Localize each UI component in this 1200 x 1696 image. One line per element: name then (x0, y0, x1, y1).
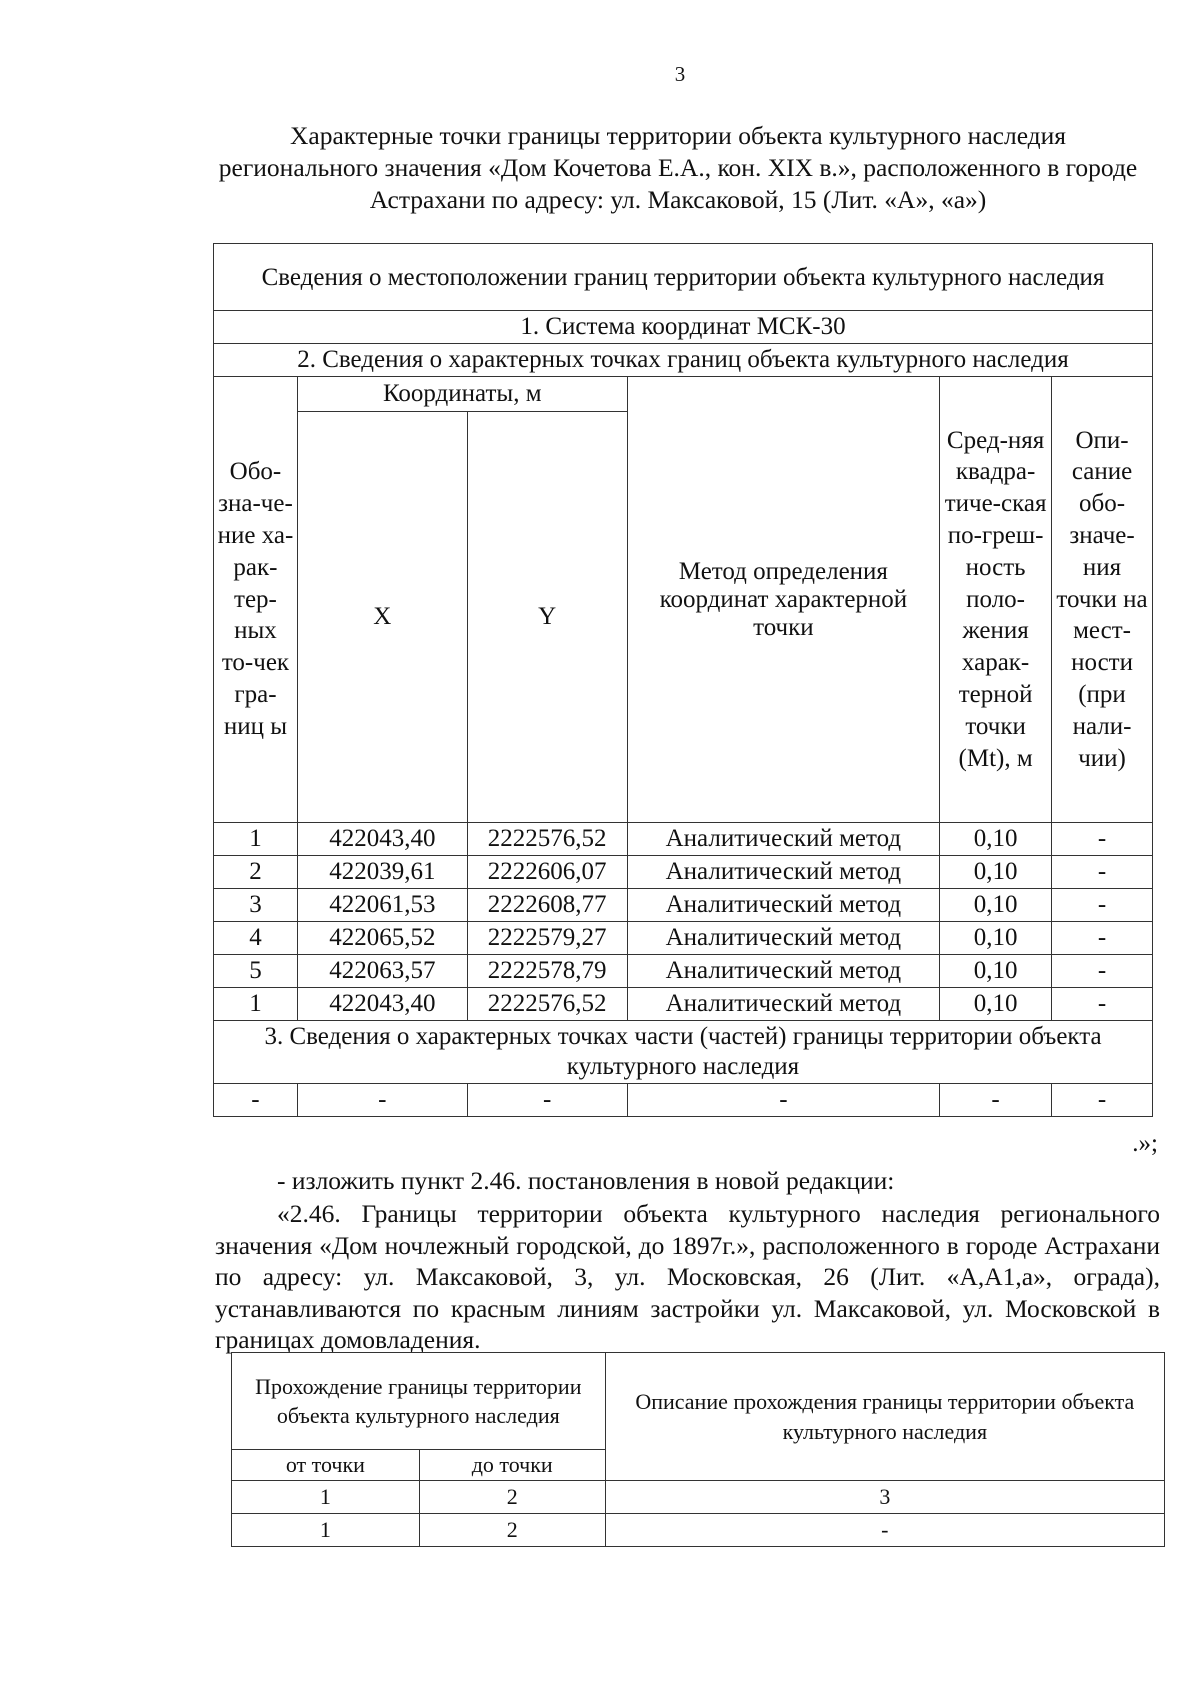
page-number: 3 (674, 62, 686, 86)
cell-desc: - (605, 1514, 1164, 1547)
paragraph-2-46: «2.46. Границы территории объекта культурного наследия регионального значения «Дом ночлежный городской, до 1897г.», расположенного в городе Астрахани по адресу: ул. Максаковой, 3, ул. Московская, 26 (Лит. «А,А1,а», ограда), устанавливаются по красным линиям застройки ул. Максаковой, ул. Московской в границах домовладения. (215, 1199, 1160, 1354)
cell-point: 3 (214, 889, 298, 922)
cell-desc: - (1052, 856, 1153, 889)
cell-desc: - (1052, 955, 1153, 988)
cell-method: Аналитический метод (627, 823, 940, 856)
table-row (214, 1084, 1153, 1117)
header-to-point: до точки (419, 1450, 605, 1481)
header-x: X (297, 412, 467, 823)
coordinate-system-row: 1. Система координат МСК-30 (214, 311, 1153, 344)
cell-method: Аналитический метод (627, 955, 940, 988)
cell-y: 2222578,79 (467, 955, 627, 988)
header-coordinates: Координаты, м (297, 377, 627, 412)
header-description: Опи-сание обо-значе-ния точки на мест-ности (при нали-чии) (1052, 377, 1153, 823)
cell-x: 422043,40 (297, 823, 467, 856)
cell-mt: 0,10 (940, 889, 1052, 922)
boundary-passage-table (231, 1352, 1165, 1547)
cell-to: 2 (419, 1514, 605, 1547)
header-passage-description: Описание прохождения границы территории объекта культурного наследия (605, 1353, 1164, 1481)
cell-desc: - (1052, 823, 1153, 856)
cell-to: 2 (419, 1481, 605, 1514)
cell-empty: - (940, 1084, 1052, 1117)
cell-from: 1 (232, 1481, 420, 1514)
header-designation: Обо-зна-че-ние ха-рак-тер-ных то-чек гра-ниц ы (214, 377, 298, 823)
table-row (214, 988, 1153, 1021)
section3-heading: 3. Сведения о характерных точках части (частей) границы территории объекта культурного наследия (214, 1021, 1153, 1084)
cell-desc: - (1052, 889, 1153, 922)
table-title: Сведения о местоположении границ территории объекта культурного наследия (214, 244, 1153, 311)
cell-desc: 3 (605, 1481, 1164, 1514)
table-row (214, 856, 1153, 889)
cell-y: 2222608,77 (467, 889, 627, 922)
cell-x: 422061,53 (297, 889, 467, 922)
header-from-point: от точки (232, 1450, 420, 1481)
cell-x: 422063,57 (297, 955, 467, 988)
header-y: Y (467, 412, 627, 823)
cell-point: 1 (214, 823, 298, 856)
header-method: Метод определения координат характерной точки (627, 377, 940, 823)
cell-method: Аналитический метод (627, 922, 940, 955)
table-row (214, 922, 1153, 955)
cell-y: 2222576,52 (467, 988, 627, 1021)
cell-empty: - (1052, 1084, 1153, 1117)
cell-mt: 0,10 (940, 922, 1052, 955)
section2-heading: 2. Сведения о характерных точках границ объекта культурного наследия (214, 344, 1153, 377)
document-heading: Характерные точки границы территории объекта культурного наследия регионального значения «Дом Кочетова Е.А., кон. XIX в.», расположенного в городе Астрахани по адресу: ул. Максаковой, 15 (Лит. «А», «а») (218, 121, 1138, 214)
cell-empty: - (467, 1084, 627, 1117)
cell-point: 2 (214, 856, 298, 889)
cell-mt: 0,10 (940, 988, 1052, 1021)
cell-y: 2222579,27 (467, 922, 627, 955)
closing-mark: .»; (1132, 1130, 1158, 1157)
cell-empty: - (214, 1084, 298, 1117)
cell-empty: - (627, 1084, 940, 1117)
cell-x: 422065,52 (297, 922, 467, 955)
paragraph-amendment: - изложить пункт 2.46. постановления в новой редакции: (277, 1166, 895, 1195)
cell-method: Аналитический метод (627, 988, 940, 1021)
cell-method: Аналитический метод (627, 856, 940, 889)
cell-mt: 0,10 (940, 856, 1052, 889)
header-passage: Прохождение границы территории объекта культурного наследия (232, 1353, 606, 1450)
table-row (214, 823, 1153, 856)
cell-point: 5 (214, 955, 298, 988)
cell-from: 1 (232, 1514, 420, 1547)
table-row (214, 889, 1153, 922)
cell-point: 1 (214, 988, 298, 1021)
cell-x: 422043,40 (297, 988, 467, 1021)
cell-x: 422039,61 (297, 856, 467, 889)
cell-empty: - (297, 1084, 467, 1117)
boundary-points-table (213, 243, 1153, 1117)
cell-point: 4 (214, 922, 298, 955)
cell-mt: 0,10 (940, 823, 1052, 856)
table-row (214, 955, 1153, 988)
cell-method: Аналитический метод (627, 889, 940, 922)
cell-y: 2222606,07 (467, 856, 627, 889)
cell-desc: - (1052, 922, 1153, 955)
cell-desc: - (1052, 988, 1153, 1021)
header-mean-error: Сред-няя квадра-тиче-ская по-греш-ность поло-жения харак-терной точки (Mt), м (940, 377, 1052, 823)
cell-mt: 0,10 (940, 955, 1052, 988)
cell-y: 2222576,52 (467, 823, 627, 856)
table-row (232, 1514, 1165, 1547)
table-row (232, 1481, 1165, 1514)
